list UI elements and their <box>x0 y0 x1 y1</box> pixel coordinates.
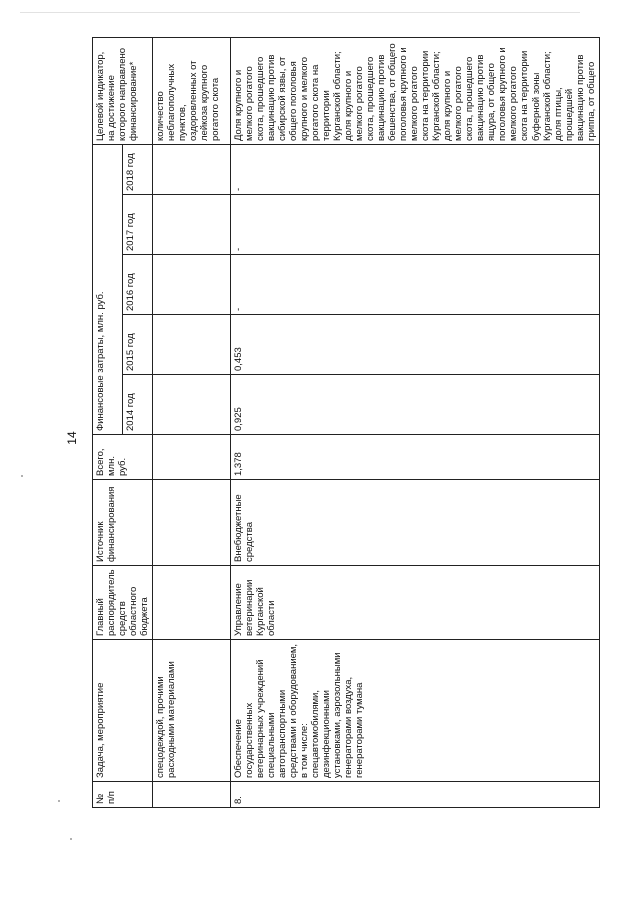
scan-speck <box>21 475 23 477</box>
cell-target: количество неблагополучных пунктов, оздоровленных от лейкоза крупного рогатого скота <box>153 38 231 145</box>
cell-2016 <box>153 255 231 315</box>
cell-manager <box>153 566 231 640</box>
header-year-2016: 2016 год <box>123 255 153 315</box>
cell-num: 8. <box>231 782 600 808</box>
cell-task: Обеспечение государственных ветеринарных учреждений специальными автотранспортными средствами и оборудованием, в том числе: спецавтомобилями, дезинфекционными установками, аэрозольными генераторами воздуха, генераторами тумана <box>231 640 600 782</box>
cell-source <box>153 480 231 566</box>
cell-total: 1,378 <box>231 435 600 480</box>
cell-2016: - <box>231 255 600 315</box>
cell-total <box>153 435 231 480</box>
cell-task: спецодеждой, прочими расходными материалами <box>153 640 231 782</box>
header-costs-group: Финансовые затраты, млн. руб. <box>93 145 123 435</box>
cell-2015: 0,453 <box>231 315 600 375</box>
cell-target: Доля крупного и мелкого рогатого скота, прошедшего вакцинацию против сибирской язвы, от общего поголовья крупного и мелкого рогатого скота на территории Курганской области; доля крупного и мелкого рогатого скота, прошедшего вакцинацию против бешенства, от общего поголовья крупного и мелкого рогатого скота на территории Курганской области; доля крупного и мелкого рогатого скота, прошедшего вакцинацию против ящура, от общего поголовья крупного и мелкого рогатого скота на территории буферной зоны Курганской области; доля птицы, прошедшей вакцинацию против гриппа, от общего <box>231 38 600 145</box>
table-row <box>231 38 600 808</box>
header-year-2015: 2015 год <box>123 315 153 375</box>
cell-2014 <box>153 375 231 435</box>
scan-artifact <box>20 12 580 13</box>
program-table <box>92 37 600 808</box>
table-row <box>153 38 231 808</box>
scan-speck <box>70 838 72 840</box>
cell-2015 <box>153 315 231 375</box>
header-total: Всего, млн. руб. <box>93 435 153 480</box>
cell-2018: - <box>231 145 600 195</box>
header-row <box>93 38 123 808</box>
header-source: Источник финансирования <box>93 480 153 566</box>
header-year-2017: 2017 год <box>123 195 153 255</box>
page-number: 14 <box>65 431 79 445</box>
header-target: Целевой индикатор, на достижение которого направлено финансирование* <box>93 38 153 145</box>
header-num: № п/п <box>93 782 153 808</box>
header-year-2014: 2014 год <box>123 375 153 435</box>
header-manager: Главный распорядитель средств областного бюджета <box>93 566 153 640</box>
cell-2017: - <box>231 195 600 255</box>
cell-manager: Управление ветеринарии Курганской области <box>231 566 600 640</box>
header-task: Задача, мероприятие <box>93 640 153 782</box>
rotated-table-stage <box>92 38 612 808</box>
scan-speck <box>58 800 60 802</box>
cell-source: Внебюджетные средства <box>231 480 600 566</box>
cell-2017 <box>153 195 231 255</box>
header-year-2018: 2018 год <box>123 145 153 195</box>
cell-2014: 0,925 <box>231 375 600 435</box>
cell-num <box>153 782 231 808</box>
cell-2018 <box>153 145 231 195</box>
